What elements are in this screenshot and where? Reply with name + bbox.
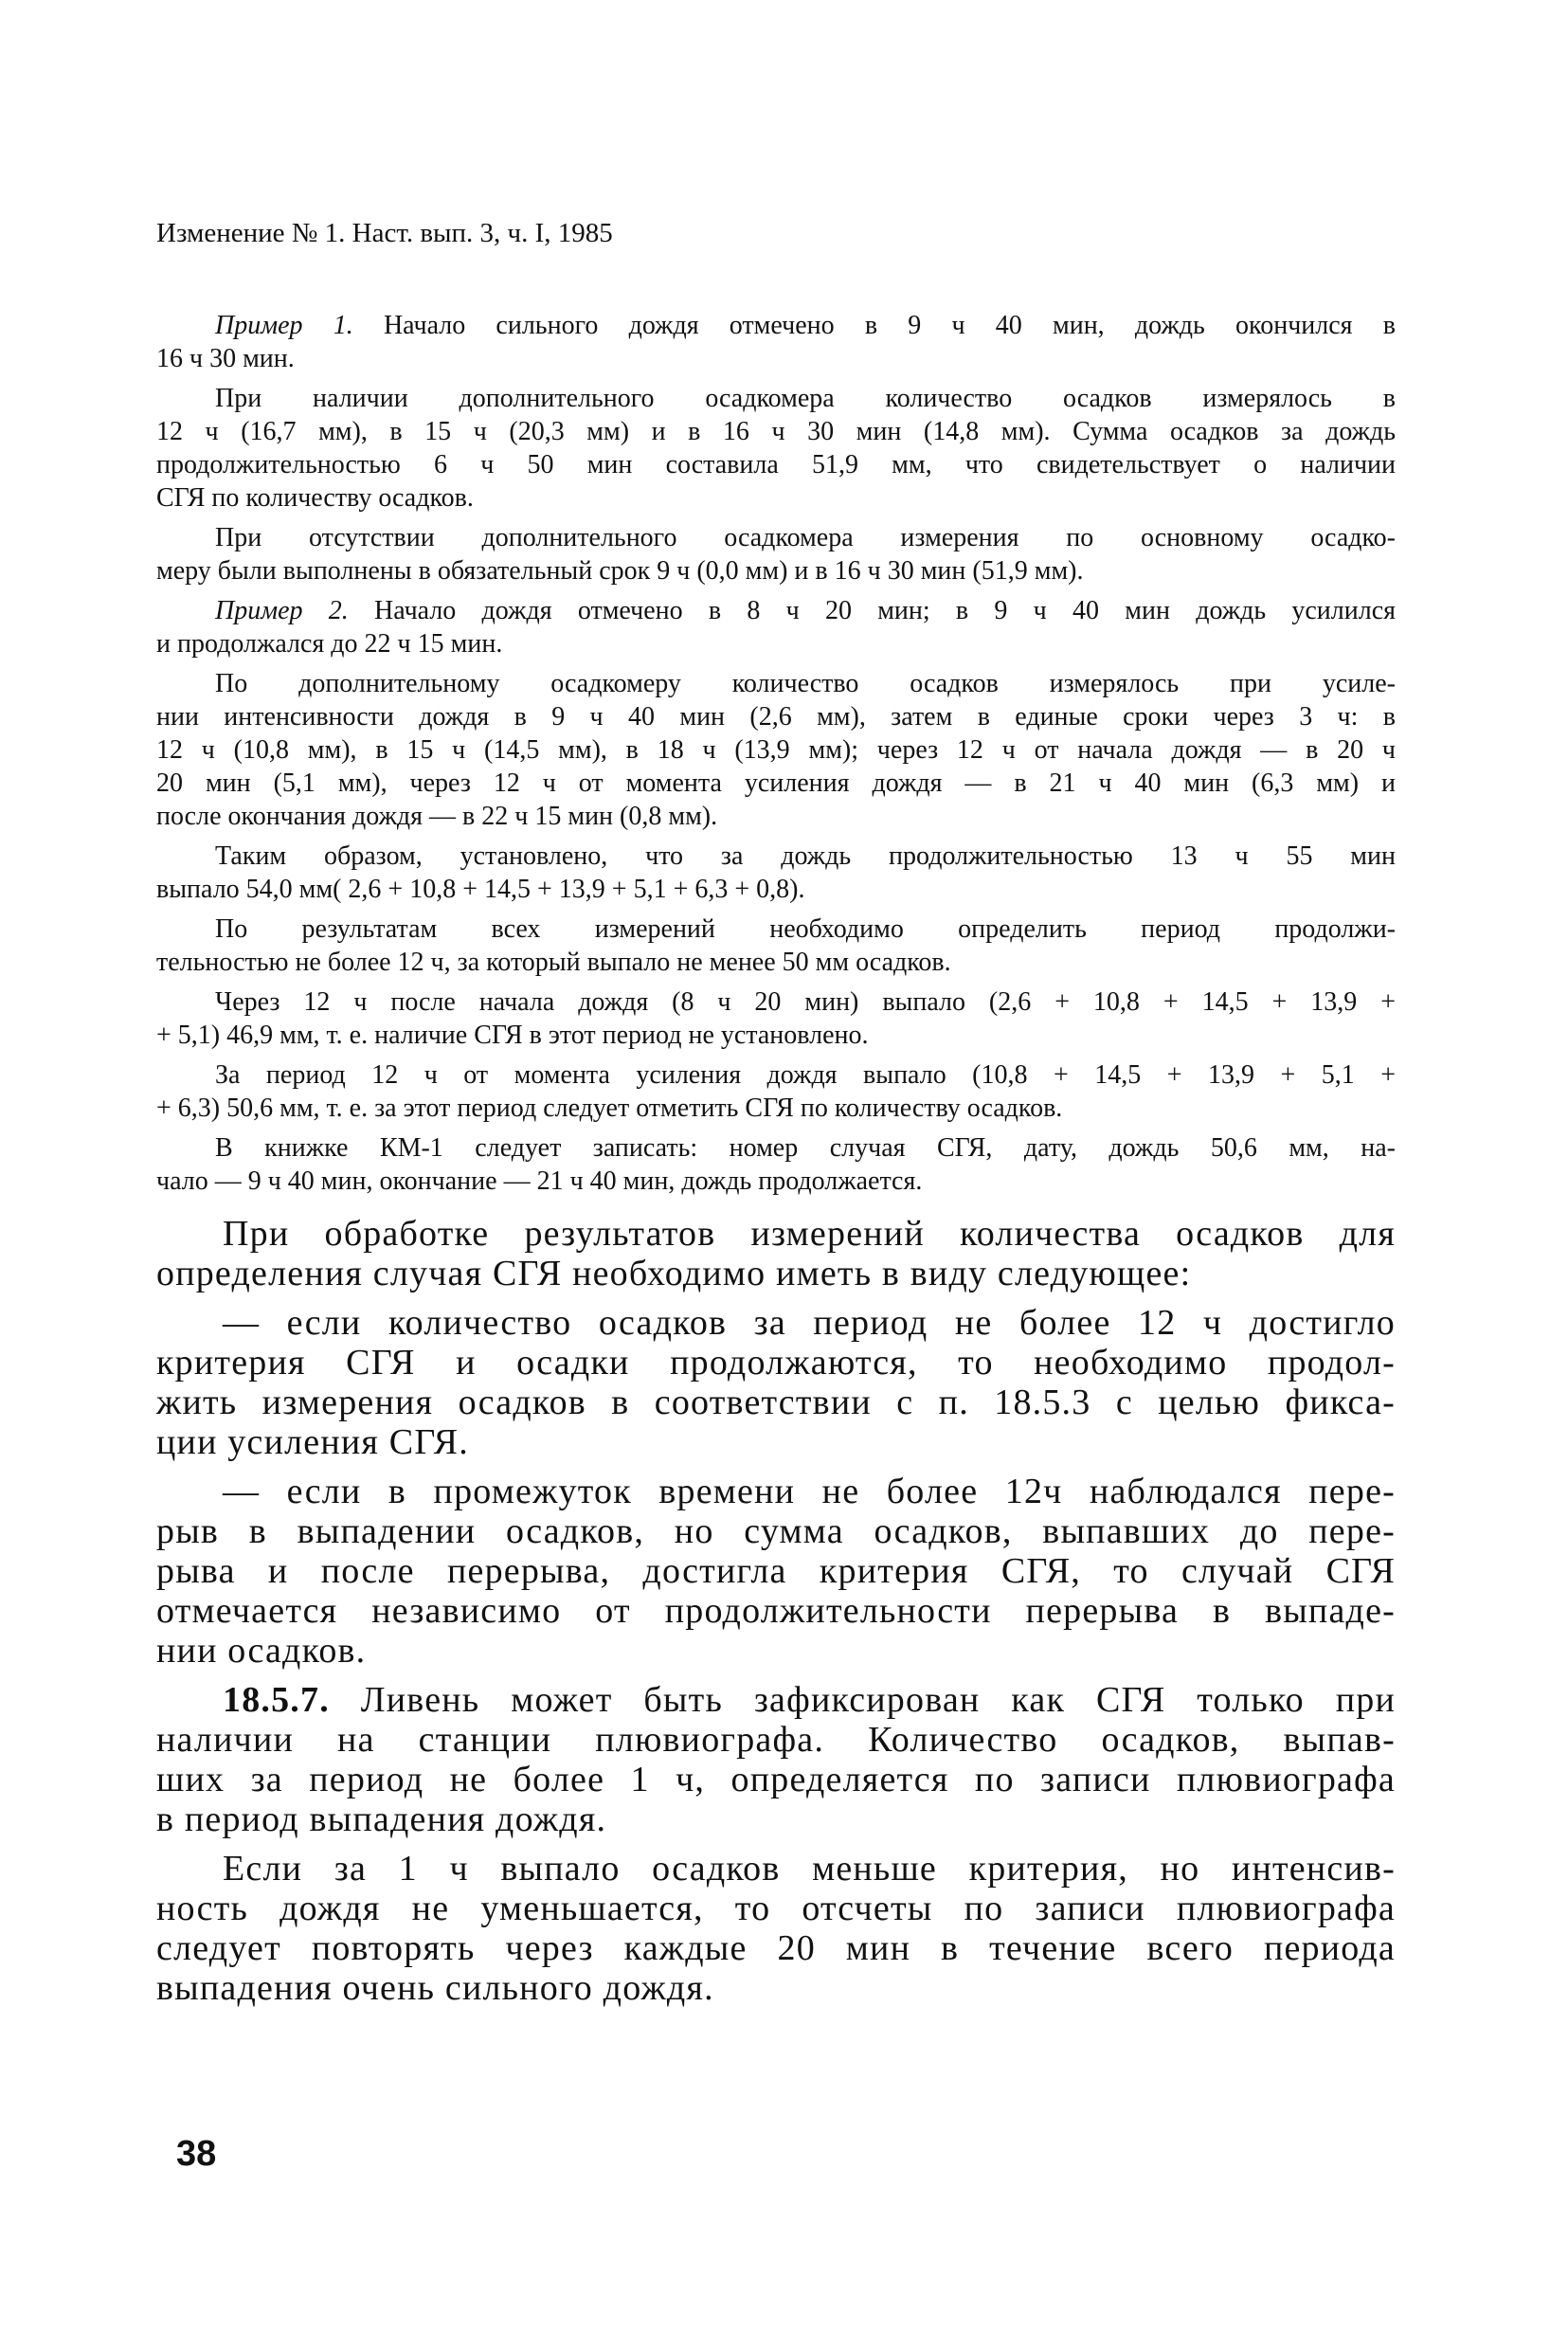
text-line xyxy=(156,554,1396,588)
paragraph xyxy=(156,985,1396,1052)
text-line xyxy=(156,913,1396,946)
line-text: наличии на станции плювиографа. Количество осадков, выпав- xyxy=(156,1720,1396,1760)
line-text: В книжке КМ-1 следует записать: номер случая СГЯ, дату, дождь 50,6 мм, на- xyxy=(215,1133,1396,1163)
line-text: + 5,1) 46,9 мм, т. е. наличие СГЯ в этот период не установлено. xyxy=(156,1021,869,1050)
line-text: и продолжался до 22 ч 15 мин. xyxy=(156,629,503,659)
page-header: Изменение № 1. Наст. вып. 3, ч. I, 1985 xyxy=(156,218,613,248)
text-line xyxy=(156,594,1396,627)
text-line xyxy=(156,1472,1396,1511)
text-line xyxy=(156,700,1396,733)
main-text-section xyxy=(156,1214,1396,2017)
text-line xyxy=(156,1849,1396,1889)
page-number: 38 xyxy=(176,2134,217,2174)
text-line xyxy=(156,1631,1396,1671)
text-line xyxy=(156,1254,1396,1293)
text-line xyxy=(156,733,1396,767)
text-line xyxy=(156,1058,1396,1092)
line-text: отмечается независимо от продолжительности перерыва в выпаде- xyxy=(156,1591,1396,1631)
line-text: чало — 9 ч 40 мин, окончание — 21 ч 40 мин, дождь продолжается. xyxy=(156,1166,923,1196)
text-line xyxy=(156,1889,1396,1928)
line-text: Начало дождя отмечено в 8 ч 20 мин; в 9 ч 40 мин дождь усилился xyxy=(374,596,1397,625)
line-text: Таким образом, установлено, что за дождь продолжительностью 13 ч 55 мин xyxy=(215,841,1396,871)
paragraph-lead: Пример 1. xyxy=(215,311,353,340)
text-line xyxy=(156,1511,1396,1551)
line-text: — если количество осадков за период не более 12 ч достигло xyxy=(223,1303,1396,1343)
line-text: — если в промежуток времени не более 12ч наблюдался пере- xyxy=(223,1472,1396,1511)
paragraph xyxy=(156,521,1396,588)
line-text: следует повторять через каждые 20 мин в течение всего периода xyxy=(156,1928,1396,1968)
text-line xyxy=(156,1928,1396,1968)
paragraph xyxy=(156,1058,1396,1125)
text-line xyxy=(156,448,1396,481)
text-line xyxy=(156,342,1396,375)
line-text: жить измерения осадков в соответствии с п. 18.5.3 с целью фикса- xyxy=(156,1383,1396,1422)
line-text: ность дождя не уменьшается, то отсчеты по записи плювиографа xyxy=(156,1889,1396,1928)
text-line xyxy=(156,1680,1396,1720)
text-line xyxy=(156,521,1396,554)
text-line xyxy=(156,1303,1396,1343)
line-text: СГЯ по количеству осадков. xyxy=(156,483,474,513)
text-line xyxy=(156,985,1396,1019)
line-text: 12 ч (10,8 мм), в 15 ч (14,5 мм), в 18 ч (13,9 мм); через 12 ч от начала дождя — в 20 ч xyxy=(156,735,1396,765)
text-line xyxy=(156,1165,1396,1198)
text-line xyxy=(156,309,1396,342)
line-text: При наличии дополнительного осадкомера количество осадков измерялось в xyxy=(215,384,1396,413)
text-line xyxy=(156,1760,1396,1799)
line-text: продолжительностью 6 ч 50 мин составила 51,9 мм, что свидетельствует о наличии xyxy=(156,450,1396,479)
line-text: тельностью не более 12 ч, за который выпало не менее 50 мм осадков. xyxy=(156,948,951,977)
line-text: нии осадков. xyxy=(156,1631,367,1671)
line-text: 12 ч (16,7 мм), в 15 ч (20,3 мм) и в 16 ч 30 мин (14,8 мм). Сумма осадков за дождь xyxy=(156,417,1396,446)
line-text: ших за период не более 1 ч, определяется по записи плювиографа xyxy=(156,1760,1396,1799)
line-text: после окончания дождя — в 22 ч 15 мин (0,8 мм). xyxy=(156,802,718,831)
line-text: При обработке результатов измерений количества осадков для xyxy=(223,1214,1396,1254)
text-line xyxy=(156,800,1396,833)
paragraph xyxy=(156,1680,1396,1839)
line-text: определения случая СГЯ необходимо иметь в виду следующее: xyxy=(156,1254,1192,1293)
paragraph xyxy=(156,1472,1396,1671)
line-text: выпадения очень сильного дождя. xyxy=(156,1968,714,2008)
text-line xyxy=(156,382,1396,415)
line-text: По результатам всех измерений необходимо определить период продолжи- xyxy=(215,914,1396,944)
line-text: рыва и после перерыва, достигла критерия СГЯ, то случай СГЯ xyxy=(156,1551,1396,1591)
paragraph xyxy=(156,382,1396,515)
text-line xyxy=(156,1591,1396,1631)
paragraph xyxy=(156,1131,1396,1198)
line-text: рыв в выпадении осадков, но сумма осадков, выпавших до пере- xyxy=(156,1511,1396,1551)
paragraph xyxy=(156,840,1396,906)
example-section xyxy=(156,309,1396,1204)
text-line xyxy=(156,1019,1396,1052)
paragraph xyxy=(156,594,1396,660)
text-line xyxy=(156,627,1396,660)
text-line xyxy=(156,1092,1396,1125)
text-line xyxy=(156,946,1396,979)
paragraph-lead: 18.5.7. xyxy=(223,1680,330,1720)
text-line xyxy=(156,1343,1396,1383)
text-line xyxy=(156,1422,1396,1462)
text-line xyxy=(156,1131,1396,1165)
text-line xyxy=(156,1551,1396,1591)
line-text: Начало сильного дождя отмечено в 9 ч 40 мин, дождь окончился в xyxy=(383,311,1396,340)
text-line xyxy=(156,1799,1396,1839)
text-line xyxy=(156,1214,1396,1254)
text-line xyxy=(156,840,1396,873)
text-line xyxy=(156,1383,1396,1422)
paragraph-lead: Пример 2. xyxy=(215,596,349,625)
text-line xyxy=(156,1720,1396,1760)
text-line xyxy=(156,667,1396,700)
text-line xyxy=(156,481,1396,515)
line-text: 16 ч 30 мин. xyxy=(156,344,295,373)
line-text: При отсутствии дополнительного осадкомера измерения по основному осадко- xyxy=(215,523,1396,552)
text-line xyxy=(156,415,1396,448)
paragraph xyxy=(156,913,1396,979)
line-text: По дополнительному осадкомеру количество осадков измерялось при усиле- xyxy=(215,669,1396,698)
paragraph xyxy=(156,1303,1396,1462)
text-line xyxy=(156,767,1396,800)
line-text: Через 12 ч после начала дождя (8 ч 20 мин) выпало (2,6 + 10,8 + 14,5 + 13,9 + xyxy=(215,987,1396,1017)
line-text: меру были выполнены в обязательный срок 9 ч (0,0 мм) и в 16 ч 30 мин (51,9 мм). xyxy=(156,556,1084,586)
text-line xyxy=(156,1968,1396,2008)
line-text: критерия СГЯ и осадки продолжаются, то необходимо продол- xyxy=(156,1343,1396,1383)
line-text: выпало 54,0 мм( 2,6 + 10,8 + 14,5 + 13,9 + 5,1 + 6,3 + 0,8). xyxy=(156,875,805,904)
text-line xyxy=(156,873,1396,906)
line-text: + 6,3) 50,6 мм, т. е. за этот период следует отметить СГЯ по количеству осадков. xyxy=(156,1094,1063,1123)
line-text: нии интенсивности дождя в 9 ч 40 мин (2,6 мм), затем в единые сроки через 3 ч: в xyxy=(156,702,1396,732)
line-text: 20 мин (5,1 мм), через 12 ч от момента усиления дождя — в 21 ч 40 мин (6,3 мм) и xyxy=(156,768,1396,798)
paragraph xyxy=(156,667,1396,833)
paragraph xyxy=(156,309,1396,375)
paragraph xyxy=(156,1214,1396,1293)
line-text: ции усиления СГЯ. xyxy=(156,1422,469,1462)
paragraph xyxy=(156,1849,1396,2008)
line-text: Если за 1 ч выпало осадков меньше критерия, но интенсив- xyxy=(223,1849,1396,1889)
line-text: в период выпадения дождя. xyxy=(156,1799,607,1839)
line-text: Ливень может быть зафиксирован как СГЯ только при xyxy=(360,1680,1397,1720)
line-text: За период 12 ч от момента усиления дождя выпало (10,8 + 14,5 + 13,9 + 5,1 + xyxy=(215,1060,1396,1090)
